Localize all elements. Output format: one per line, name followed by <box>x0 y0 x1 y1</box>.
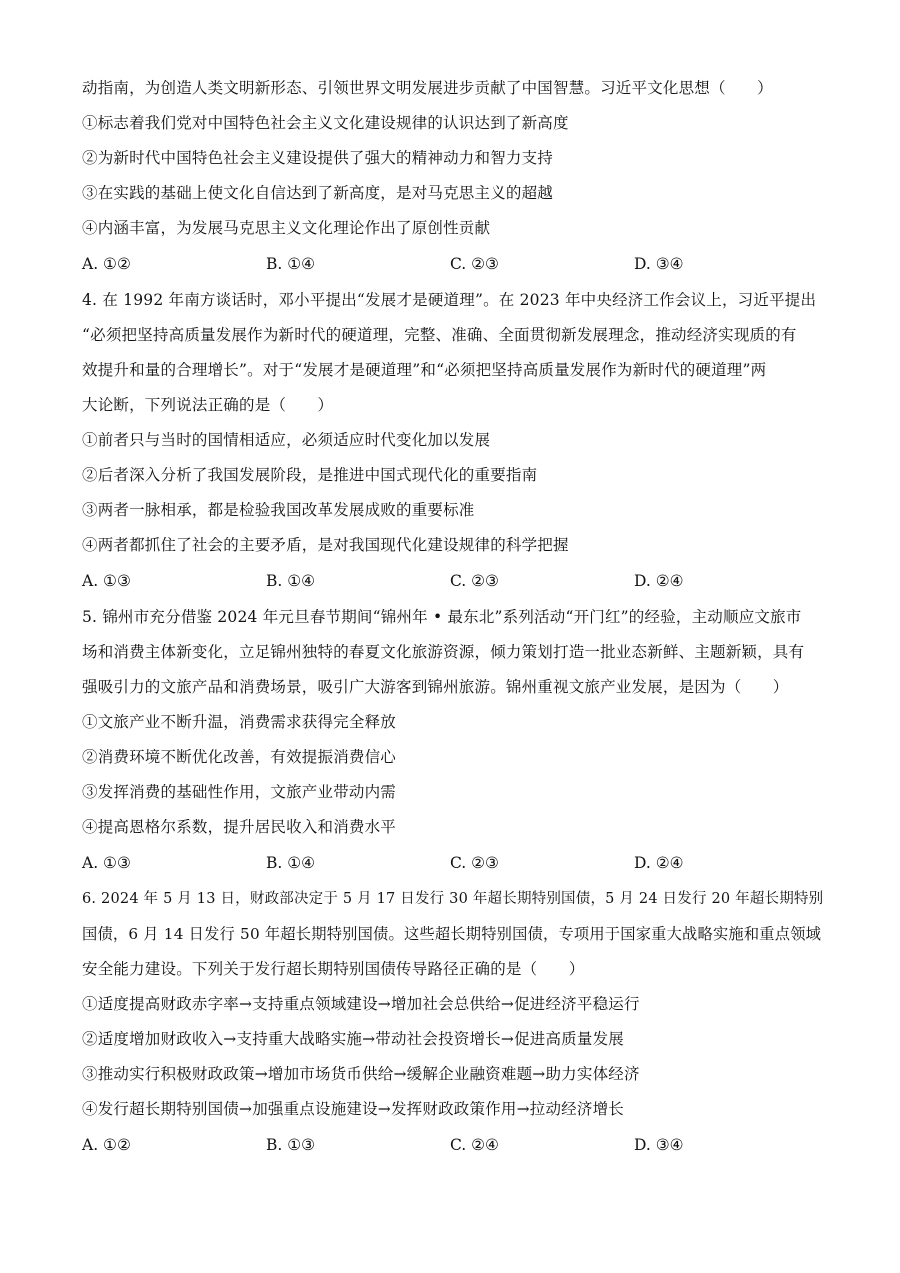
q3-option-a[interactable]: A. ①② <box>82 255 131 273</box>
q3-statement-4: ④内涵丰富，为发展马克思主义文化理论作出了原创性贡献 <box>82 219 491 237</box>
q4-option-d[interactable]: D. ②④ <box>634 572 684 590</box>
q5-stem-line-1: 5. 锦州市充分借鉴 2024 年元旦春节期间“锦州年 • 最东北”系列活动“开门红”的经验，主动顺应文旅市 <box>82 608 802 626</box>
q6-statement-1: ①适度提高财政赤字率→支持重点领域建设→增加社会总供给→促进经济平稳运行 <box>82 995 640 1013</box>
q6-option-b[interactable]: B. ①③ <box>266 1136 316 1154</box>
q3-stem-tail: 动指南，为创造人类文明新形态、引领世界文明发展进步贡献了中国智慧。习近平文化思想（ ） <box>82 79 773 97</box>
q6-stem-line-2: 国债，6 月 14 日发行 50 年超长期特别国债。这些超长期特别国债，专项用于国家重大战略实施和重点领域 <box>82 925 822 943</box>
q3-option-b[interactable]: B. ①④ <box>266 255 316 273</box>
q3-statement-1: ①标志着我们党对中国特色社会主义文化建设规律的认识达到了新高度 <box>82 114 569 132</box>
q5-stem-line-3: 强吸引力的文旅产品和消费场景，吸引广大游客到锦州旅游。锦州重视文旅产业发展，是因为（ ） <box>82 678 789 696</box>
q4-options <box>82 571 822 591</box>
q6-option-c[interactable]: C. ②④ <box>450 1136 499 1154</box>
q6-options <box>82 1135 822 1155</box>
q5-option-c[interactable]: C. ②③ <box>450 854 499 872</box>
q6-option-d[interactable]: D. ③④ <box>634 1136 684 1154</box>
q4-option-c[interactable]: C. ②③ <box>450 572 499 590</box>
q6-statement-4: ④发行超长期特别国债→加强重点设施建设→发挥财政政策作用→拉动经济增长 <box>82 1100 624 1118</box>
q6-statement-3: ③推动实行积极财政政策→增加市场货币供给→缓解企业融资难题→助力实体经济 <box>82 1065 640 1083</box>
q6-stem-line-3: 安全能力建设。下列关于发行超长期特别国债传导路径正确的是（ ） <box>82 960 585 978</box>
q5-stem-line-2: 场和消费主体新变化，立足锦州独特的春夏文化旅游资源，倾力策划打造一批业态新鲜、主题新颖，具有 <box>82 643 805 661</box>
q4-statement-4: ④两者都抓住了社会的主要矛盾，是对我国现代化建设规律的科学把握 <box>82 536 569 554</box>
q4-stem-line-1: 4. 在 1992 年南方谈话时，邓小平提出“发展才是硬道理”。在 2023 年中央经济工作会议上，习近平提出 <box>82 291 817 309</box>
q4-stem-line-3: 效提升和量的合理增长”。对于“发展才是硬道理”和“必须把坚持高质量发展作为新时代的硬道理”两 <box>82 361 767 379</box>
q4-statement-2: ②后者深入分析了我国发展阶段，是推进中国式现代化的重要指南 <box>82 466 538 484</box>
q4-stem-line-2: “必须把坚持高质量发展作为新时代的硬道理，完整、准确、全面贯彻新发展理念，推动经济实现质的有 <box>82 326 797 344</box>
q5-statement-4: ④提高恩格尔系数，提升居民收入和消费水平 <box>82 818 397 836</box>
q5-option-b[interactable]: B. ①④ <box>266 854 316 872</box>
q3-option-c[interactable]: C. ②③ <box>450 255 499 273</box>
q4-statement-1: ①前者只与当时的国情相适应，必须适应时代变化加以发展 <box>82 431 491 449</box>
q5-statement-2: ②消费环境不断优化改善，有效提振消费信心 <box>82 748 397 766</box>
q3-option-d[interactable]: D. ③④ <box>634 255 684 273</box>
q6-option-a[interactable]: A. ①② <box>82 1136 131 1154</box>
q5-option-a[interactable]: A. ①③ <box>82 854 131 872</box>
q6-stem-line-1: 6. 2024 年 5 月 13 日，财政部决定于 5 月 17 日发行 30 年超长期特别国债，5 月 24 日发行 20 年超长期特别 <box>82 891 824 907</box>
q5-statement-1: ①文旅产业不断升温，消费需求获得完全释放 <box>82 713 397 731</box>
q4-statement-3: ③两者一脉相承，都是检验我国改革发展成败的重要标准 <box>82 501 475 519</box>
q4-stem-line-4: 大论断，下列说法正确的是（ ） <box>82 396 334 414</box>
q5-statement-3: ③发挥消费的基础性作用，文旅产业带动内需 <box>82 783 397 801</box>
q5-option-d[interactable]: D. ②④ <box>634 854 684 872</box>
q3-options <box>82 254 822 274</box>
q4-option-a[interactable]: A. ①③ <box>82 572 131 590</box>
q6-statement-2: ②适度增加财政收入→支持重大战略实施→带动社会投资增长→促进高质量发展 <box>82 1030 624 1048</box>
q4-option-b[interactable]: B. ①④ <box>266 572 316 590</box>
q3-statement-2: ②为新时代中国特色社会主义建设提供了强大的精神动力和智力支持 <box>82 149 554 167</box>
q3-statement-3: ③在实践的基础上使文化自信达到了新高度，是对马克思主义的超越 <box>82 184 554 202</box>
q5-options <box>82 853 822 873</box>
